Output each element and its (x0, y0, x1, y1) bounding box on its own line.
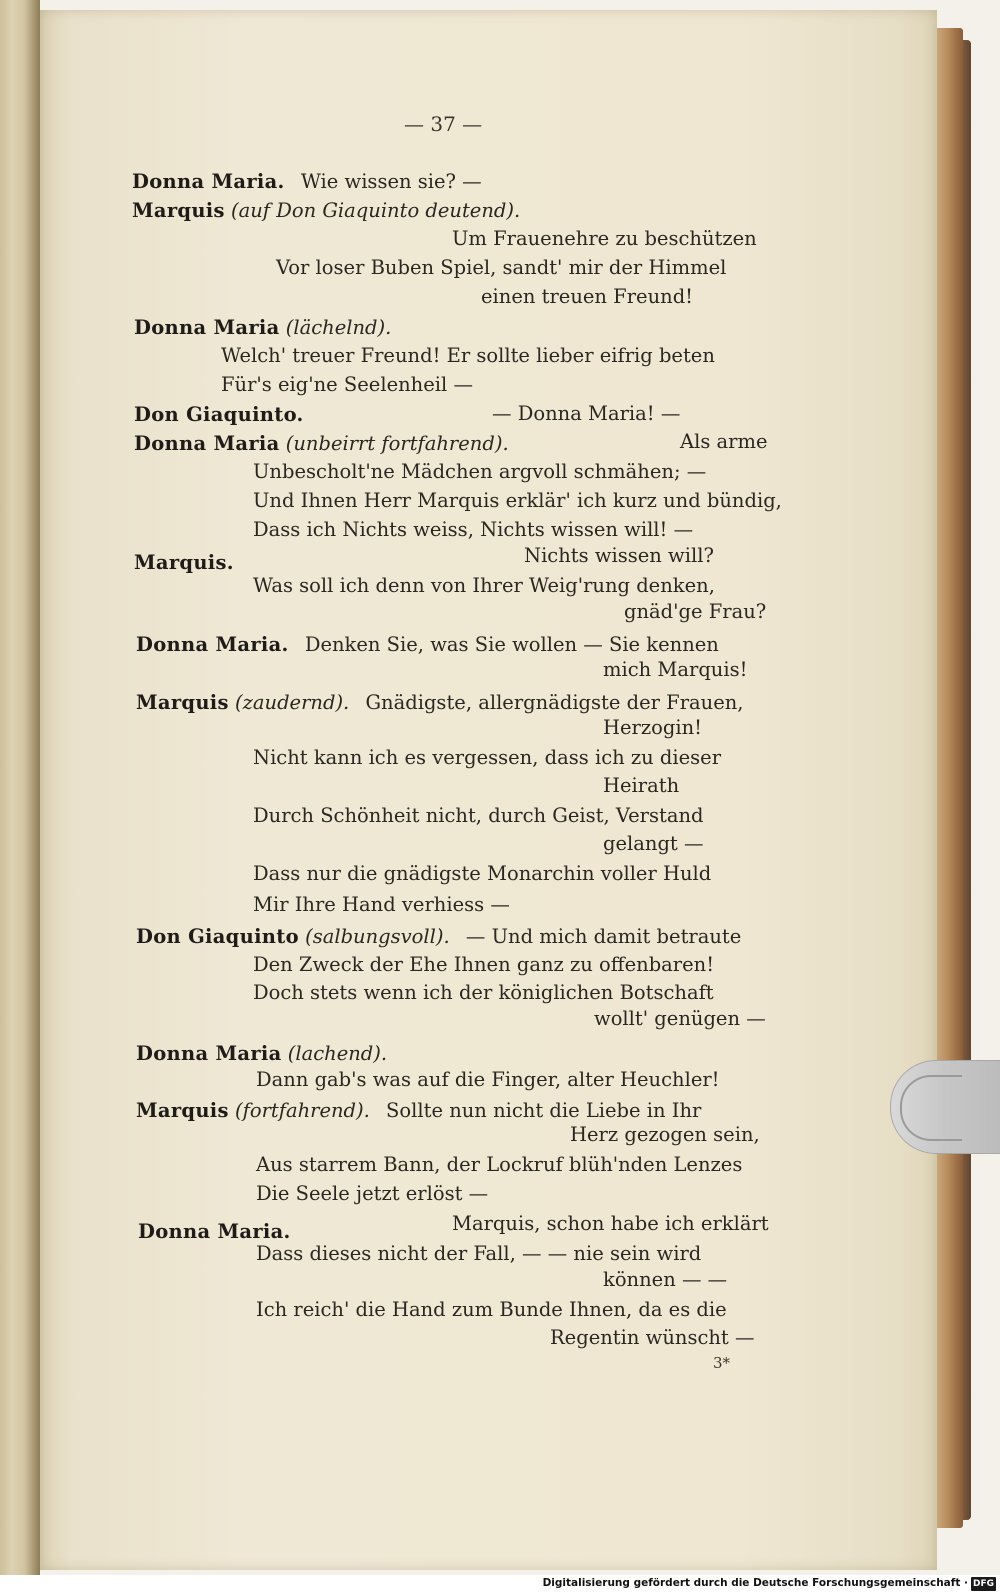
text-line: Durch Schönheit nicht, durch Geist, Verstand (253, 804, 704, 827)
speaker-name: Marquis (136, 691, 229, 714)
text-line: Nicht kann ich es vergessen, dass ich zu dieser (253, 746, 722, 769)
text-line: Aus starrem Bann, der Lockruf blüh'nden Lenzes (256, 1153, 743, 1176)
speaker-name: Donna Maria (136, 1042, 282, 1065)
adjacent-page-edge (0, 0, 40, 1575)
text-line (134, 405, 304, 425)
speaker-name: Donna Maria. (136, 633, 289, 656)
book-page-edge (937, 28, 963, 1528)
text-line (132, 172, 482, 192)
text-line (134, 434, 509, 454)
text-line: Als arme (680, 430, 768, 453)
speaker-name: Donna Maria (134, 432, 280, 455)
speaker-name: Donna Maria. (132, 170, 285, 193)
text-line (134, 318, 391, 338)
text-line: — Donna Maria! — (492, 402, 681, 425)
text-line: Vor loser Buben Spiel, sandt' mir der Himmel (276, 256, 727, 279)
book-cover-edge (963, 40, 971, 1520)
stage-direction: (unbeirrt fortfahrend). (285, 432, 509, 455)
text-line (136, 927, 741, 947)
text-line: Welch' treuer Freund! Er sollte lieber eifrig beten (221, 344, 715, 367)
text-line: Um Frauenehre zu beschützen (452, 227, 757, 250)
text-line: Herzogin! (603, 716, 702, 739)
dfg-logo: DFG (972, 1579, 994, 1589)
stage-direction: (lächelnd). (285, 316, 392, 339)
text-line (136, 693, 744, 713)
speaker-name: Marquis. (134, 551, 234, 574)
stage-direction: (auf Don Giaquinto deutend). (231, 199, 521, 222)
text-line (136, 1044, 387, 1064)
text-line: können — — (603, 1268, 728, 1291)
text-line: Für's eig'ne Seelenheil — (221, 373, 473, 396)
text-line (136, 1101, 701, 1121)
text-line: Dass dieses nicht der Fall, — — nie sein wird (256, 1242, 702, 1265)
text-line: Den Zweck der Ehe Ihnen ganz zu offenbaren! (253, 953, 715, 976)
text-line: Nichts wissen will? (524, 544, 714, 567)
text-line (136, 635, 719, 655)
speaker-name: Don Giaquinto (136, 925, 299, 948)
text-line: Heirath (603, 774, 680, 797)
stage-direction: (zaudernd). (235, 691, 350, 714)
text-line: gelangt — (603, 832, 704, 855)
text-line (138, 1222, 291, 1242)
text-line: Ich reich' die Hand zum Bunde Ihnen, da es die (256, 1298, 727, 1321)
text-line: Was soll ich denn von Ihrer Weig'rung denken, (253, 574, 715, 597)
speaker-name: Donna Maria. (138, 1220, 291, 1243)
text-line (134, 553, 234, 573)
line-text: Sollte nun nicht die Liebe in Ihr (386, 1099, 702, 1122)
text-line (132, 201, 520, 221)
speaker-name: Marquis (132, 199, 225, 222)
speaker-name: Donna Maria (134, 316, 280, 339)
text-line: Dass nur die gnädigste Monarchin voller Huld (253, 862, 712, 885)
digitization-credit: Digitalisierung gefördert durch die Deutsche Forschungsgemeinschaft · (542, 1577, 968, 1589)
printer-signature: 3* (713, 1354, 731, 1372)
text-line: Mir Ihre Hand verhiess — (253, 893, 510, 916)
line-text: Gnädigste, allergnädigste der Frauen, (365, 691, 744, 714)
text-line: Die Seele jetzt erlöst — (256, 1182, 489, 1205)
text-line: Dann gab's was auf die Finger, alter Heuchler! (256, 1068, 720, 1091)
text-line: einen treuen Freund! (481, 285, 694, 308)
text-line: Und Ihnen Herr Marquis erklär' ich kurz und bündig, (253, 489, 782, 512)
line-text: Wie wissen sie? — (300, 170, 482, 193)
line-text: Denken Sie, was Sie wollen — Sie kennen (304, 633, 719, 656)
text-line: Regentin wünscht — (550, 1326, 755, 1349)
page-turn-handle-ring (900, 1075, 962, 1141)
stage-direction: (lachend). (287, 1042, 388, 1065)
line-text: — Und mich damit betraute (465, 925, 742, 948)
speaker-name: Marquis (136, 1099, 229, 1122)
text-line: Dass ich Nichts weiss, Nichts wissen will! — (253, 518, 694, 541)
text-line: gnäd'ge Frau? (624, 600, 767, 623)
speaker-name: Don Giaquinto. (134, 403, 304, 426)
text-line: Marquis, schon habe ich erklärt (452, 1212, 769, 1235)
page-number: — 37 — (404, 112, 483, 136)
text-line: Unbescholt'ne Mädchen argvoll schmähen; — (253, 460, 707, 483)
text-line: Doch stets wenn ich der königlichen Botschaft (253, 981, 714, 1004)
text-line: Herz gezogen sein, (570, 1123, 760, 1146)
text-line: mich Marquis! (603, 658, 748, 681)
stage-direction: (fortfahrend). (235, 1099, 370, 1122)
text-line: wollt' genügen — (594, 1007, 766, 1030)
stage-direction: (salbungsvoll). (305, 925, 450, 948)
